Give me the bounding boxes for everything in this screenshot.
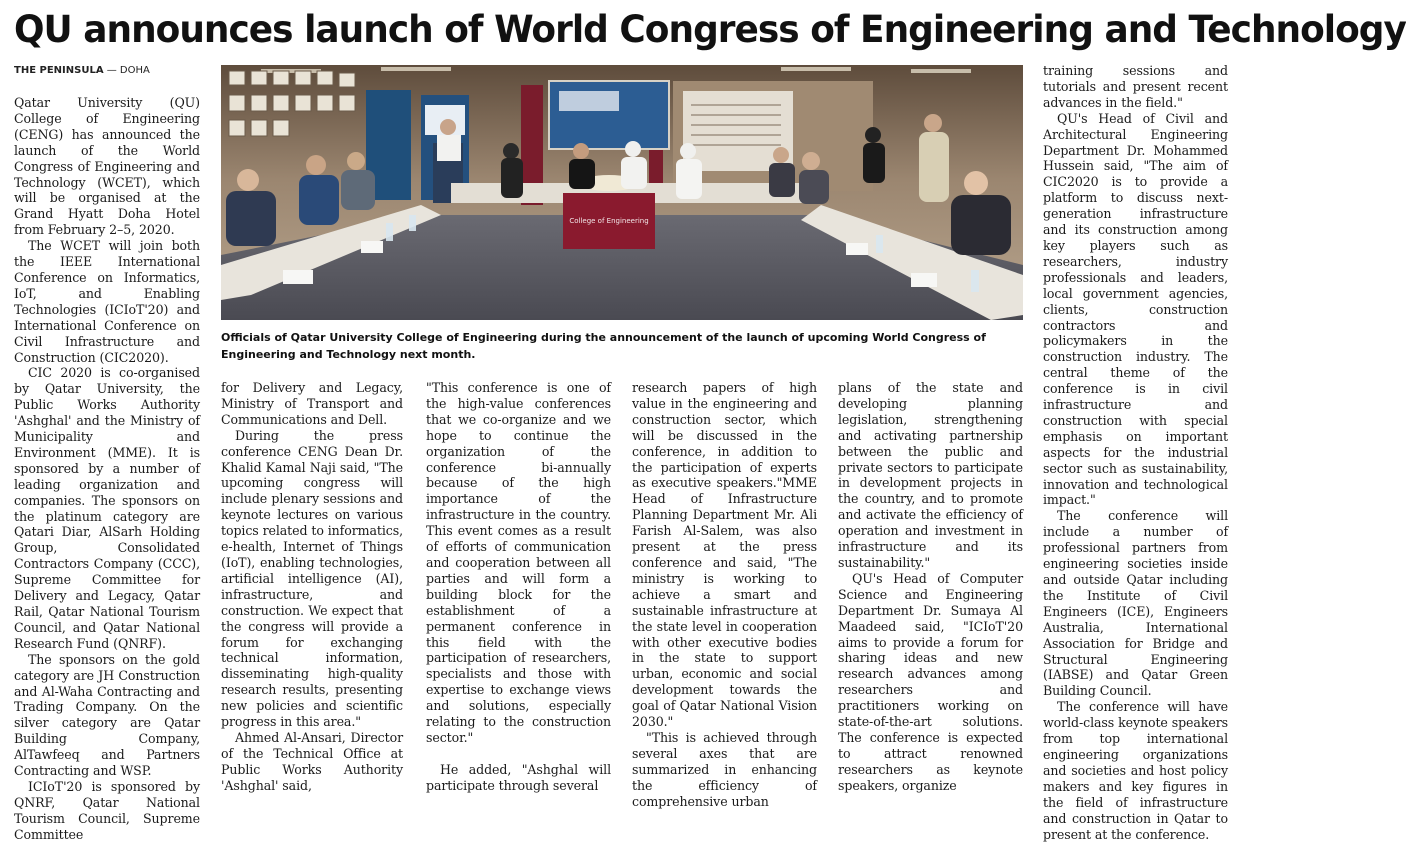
article-column-6: [1043, 63, 1228, 842]
paragraph: research papers of high value in the engineering and construction sector, which will be discussed in the conference, in addition to the participation of experts as executive speakers."MME Head of Infrastructure Planning Department Mr. Ali Farish Al-Salem, was also present at the press conference and said, "The ministry is working to achieve a smart and sustainable infrastructure at the state level in cooperation with other executive bodies in the state to support urban, economic and social development towards the goal of Qatar National Vision 2030.": [632, 380, 817, 730]
paragraph: Qatar University (QU) College of Engineering (CENG) has announced the launch of the World Congress of Engineering and Technology (WCET), which will be organised at the Grand Hyatt Doha Hotel from February 2–5, 2020.: [14, 95, 200, 238]
byline-source: THE PENINSULA: [14, 65, 104, 76]
photo-caption: Officials of Qatar University College of Engineering during the announcement of the launch of upcoming World Congress of Engineering and Technology next month.: [221, 331, 986, 361]
paragraph: "This conference is one of the high-value conferences that we co-organize and we hope to continue the organization of the conference bi-annually because of the high importance of the infrastructure in the country. This event comes as a result of efforts of communication and cooperation between all parties and will form a building block for the establishment of a permanent conference in this field with the participation of researchers, specialists and those with expertise to exchange views and solutions, especially relating to the construction sector.": [426, 380, 611, 745]
article-column-1: [14, 95, 200, 843]
paragraph: The WCET will join both the IEEE International Conference on Informatics, IoT, and Enabling Technologies (ICIoT'20) and International Conference on Civil Infrastructure and Construction (CIC2020).: [14, 238, 200, 365]
paragraph: The conference will include a number of professional partners from engineering societies inside and outside Qatar including the Institute of Civil Engineers (ICE), Engineers Australia, International Association for Bridge and Structural Engineering (IABSE) and Qatar Green Building Council.: [1043, 508, 1228, 699]
byline-separator: —: [103, 65, 120, 76]
paragraph: for Delivery and Legacy, Ministry of Transport and Communications and Dell.: [221, 380, 403, 427]
podium-logo-text: College of Engineering: [569, 217, 649, 225]
paragraph: The sponsors on the gold category are JH Construction and Al-Waha Contracting and Trading Company. On the silver category are Qatar Building Company, AlTawfeeq and Partners Contracting and WSP.: [14, 651, 200, 779]
article-headline: QU announces launch of World Congress of Engineering and Technology: [14, 8, 1406, 51]
paragraph: The conference will have world-class keynote speakers from top international engineering organizations and societies and host policy makers and key figures in the field of infrastructure and construction in Qatar to present at the conference.: [1043, 699, 1228, 842]
byline-place: DOHA: [119, 65, 150, 76]
paragraph: CIC 2020 is co-organised by Qatar University, the Public Works Authority 'Ashghal' and the Ministry of Municipality and Environment (MME). It is sponsored by a number of leading organization and companies. The sponsors on the platinum category are Qatari Diar, AlSarh Holding Group, Consolidated Contractors Company (CCC), Supreme Committee for Delivery and Legacy, Qatar Rail, Qatar National Tourism Council, and Qatar National Research Fund (QNRF).: [14, 365, 200, 651]
paragraph: ICIoT'20 is sponsored by QNRF, Qatar National Tourism Council, Supreme Committee: [14, 778, 200, 842]
article-column-3: [426, 380, 611, 794]
article-column-5: [838, 380, 1023, 794]
byline: [14, 65, 150, 76]
article-column-2: [221, 380, 403, 794]
paragraph: training sessions and tutorials and present recent advances in the field.": [1043, 63, 1228, 110]
paragraph: QU's Head of Civil and Architectural Engineering Department Dr. Mohammed Hussein said, "The aim of CIC2020 is to provide a platform to discuss next-generation infrastructure and its construction among key players such as researchers, industry professionals and leaders, local government agencies, clients, construction contractors and policymakers in the construction industry. The central theme of the conference is in civil infrastructure and construction with special emphasis on important aspects for the industrial sector such as sustainability, innovation and technological impact.": [1043, 110, 1228, 508]
paragraph: plans of the state and developing planning legislation, strengthening and activating partnership between the public and private sectors to participate in development projects in the country, and to promote and activate the efficiency of operation and investment in infrastructure and its sustainability.": [838, 380, 1023, 570]
paragraph: He added, "Ashghal will participate through several: [426, 761, 611, 793]
paragraph: QU's Head of Computer Science and Engineering Department Dr. Sumaya Al Maadeed said, "ICIoT'20 aims to provide a forum for sharing ideas and new research advances among researchers and practitioners working on state-of-the-art solutions. The conference is expected to attract renowned researchers as keynote speakers, organize: [838, 570, 1023, 793]
paragraph: Ahmed Al-Ansari, Director of the Technical Office at Public Works Authority 'Ashghal' said,: [221, 729, 403, 793]
press-conference-photo: [221, 65, 1023, 320]
article-column-4: [632, 380, 817, 809]
paragraph: "This is achieved through several axes that are summarized in enhancing the efficiency of comprehensive urban: [632, 729, 817, 809]
photo-illustration: [221, 65, 1023, 320]
paragraph: During the press conference CENG Dean Dr. Khalid Kamal Naji said, "The upcoming congress will include plenary sessions and keynote lectures on various topics related to informatics, e-health, Internet of Things (IoT), enabling technologies, artificial intelligence (AI), infrastructure, and construction. We expect that the congress will provide a forum for exchanging technical information, disseminating high-quality research results, presenting new policies and scientific progress in this area.": [221, 427, 403, 730]
